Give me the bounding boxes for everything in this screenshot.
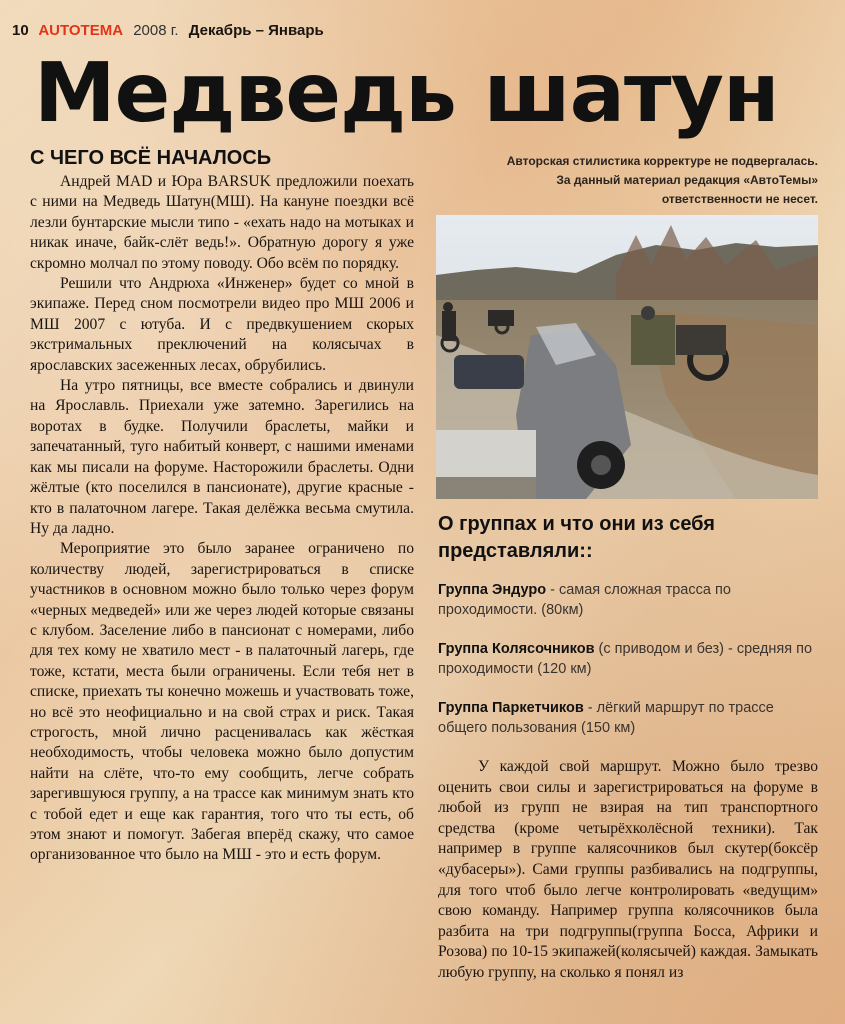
article-photo bbox=[436, 215, 818, 499]
left-column bbox=[30, 146, 414, 1022]
motorcycle-photo-icon bbox=[436, 215, 818, 499]
group-description: - самая сложная трасса по проходимости. (80км) bbox=[438, 582, 731, 618]
group-description: (с приводом и без) - средняя по проходимости (120 км) bbox=[438, 641, 813, 677]
group-name: Группа Эндуро bbox=[438, 582, 547, 598]
disclaimer-line: ответственности не несет. bbox=[661, 192, 818, 206]
groups-heading: О группах и что они из себя представляли:: bbox=[438, 513, 715, 562]
page-header bbox=[12, 22, 330, 42]
group-description: - лёгкий маршрут по трассе общего пользования (150 км) bbox=[438, 700, 774, 736]
groups-list bbox=[438, 580, 818, 757]
left-body-text bbox=[30, 172, 414, 866]
issue-year: 2008 г. bbox=[133, 22, 179, 39]
group-name: Группа Паркетчиков bbox=[438, 700, 584, 716]
page-number: 10 bbox=[12, 22, 29, 39]
paragraph: У каждой свой маршрут. Можно было трезво оценить свои силы и зарегистрироваться на форуме в любой из групп не взирая на тип транспортного средства (кроме четырёхколёсной техники). Так например в группе калясочников был скутер(боксёр «дубасеры»). Сами группы разбивались на подгруппы, для того чтоб было легче контролировать «ведущим» свою команду. Например группа колясочников была разбита на три подгруппы(группа Босса, Африки и Розова) по 10-15 экипажей(колясычей) каждая. Замыкать любую группу, на сколько я понял из bbox=[438, 758, 818, 981]
section-heading: С ЧЕГО ВСЁ НАЧАЛОСЬ bbox=[30, 147, 272, 169]
editorial-disclaimer bbox=[430, 152, 818, 209]
disclaimer-line: Авторская стилистика корректуре не подвергалась. bbox=[506, 154, 818, 168]
paragraph: На утро пятницы, все вместе собрались и двинули на Ярославль. Приехали уже затемно. Зарегились на воротах в будке. Получили браслеты, майки и запечатанный, туго набитый конверт, с нашими именами как мы писали на форуме. Насторожили браслеты. Одни жёлтые (кто поселился в пансионате), другие красные - кто в палаточном лагере. Такая делёжка весьма смутила. Ну да ладно. bbox=[30, 377, 414, 537]
list-item bbox=[438, 639, 818, 679]
paragraph: Мероприятие это было заранее ограничено по количеству людей, зарегистрироваться в списке участников в основном можно было только через форум «черных медведей» или же через людей которые связаны с клубом. Заселение либо в пансионат с номерами, либо для тех кому не хватило мест - в палаточный лагерь, где тоже, кстати, места были ограничены. Если тебя нет в списке, приехать ты конечно можешь и участвовать тоже, но всё это неофициально и на свой страх и риск. Такая строгость, мной лично расценивалась как жёсткая необходимость, чтобы человека можно было допустим найти на слёте, что-то ему сообщить, легче собрать зарегившуюся группу, а на трассе как минимум знать кто с тобой едет и еще как гарантия, того что ты есть, об этом знают и помогут. Забегая вперёд скажу, что самое организованное что было на МШ - это и есть форум. bbox=[30, 540, 414, 864]
disclaimer-line: За данный материал редакция «АвтоТемы» bbox=[556, 173, 818, 187]
list-item bbox=[438, 580, 818, 620]
issue-months: Декабрь – Январь bbox=[188, 22, 324, 39]
magazine-brand: AUTOTEMA bbox=[38, 22, 124, 39]
list-item bbox=[438, 698, 818, 738]
right-body-text bbox=[438, 757, 818, 1024]
paragraph: Решили что Андрюха «Инженер» будет со мной в экипаже. Перед сном посмотрели видео про МШ 2006 и МШ 2007 с ютуба. И с предвкушением скорых экстримальных преключений на колясычах в ярославских засеженных лесах, обрубились. bbox=[30, 275, 414, 374]
paragraph: Андрей MAD и Юра BARSUK предложили поехать с ними на Медведь Шатун(МШ). На кануне поездки всё лезли бунтарские мысли типо - «ехать надо на мотыках и никак иначе, байк-слёт ведь!». Обратную дорогу я уже скромно молчал по этому поводу. Обо всём по порядку. bbox=[30, 173, 414, 272]
group-name: Группа Колясочников bbox=[438, 641, 595, 657]
article-title: Медведь шатун bbox=[34, 46, 779, 141]
